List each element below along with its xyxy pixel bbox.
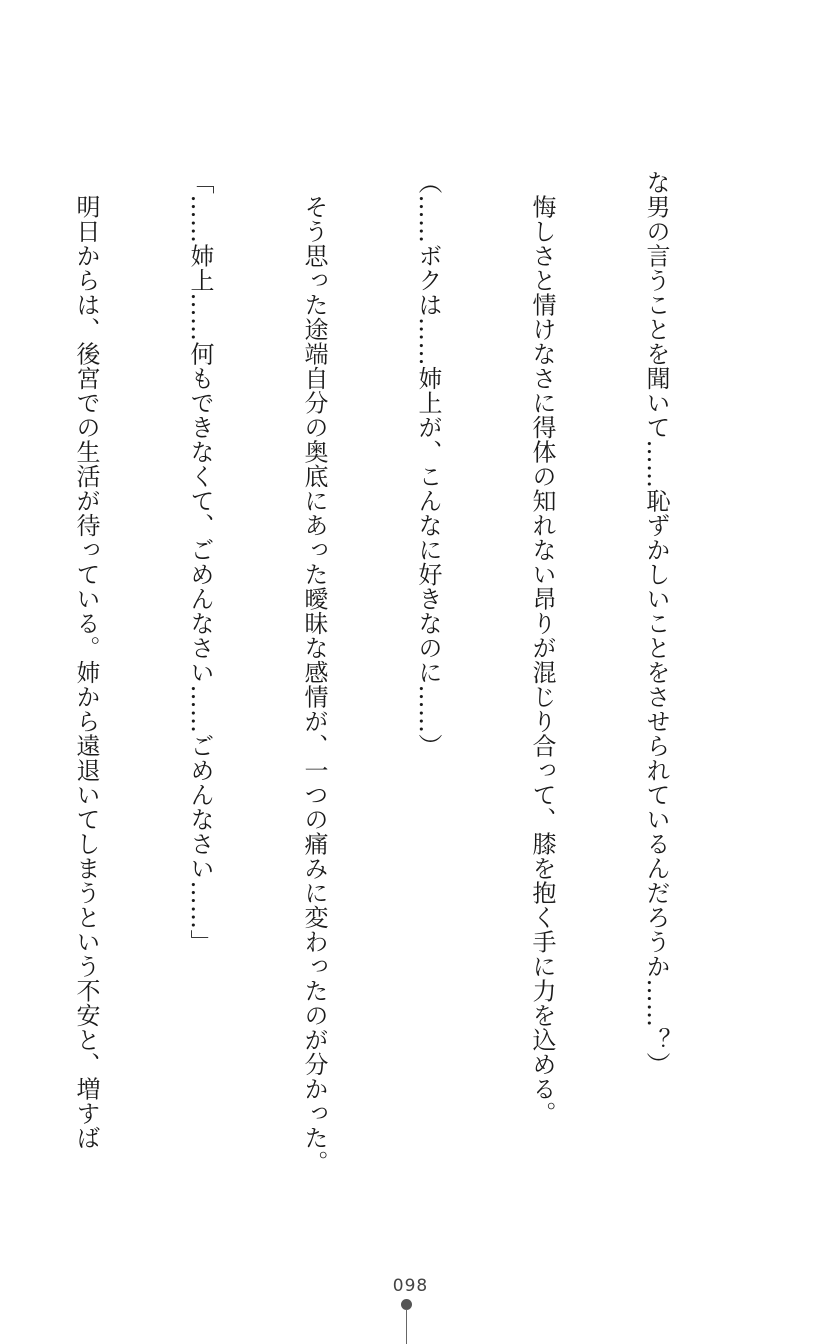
body-text [0,170,751,1175]
text-line: そう思った途端自分の奥底にあった曖昧な感情が、一つの痛みに変わったのが分かった。 [300,170,328,1175]
page-number: 098 [392,1276,429,1296]
text-line: （……ボクは……姉上が、こんなに好きなのに……） [414,170,442,758]
text-line: 悔しさと情けなさに得体の知れない昂りが混じり合って、膝を抱く手に力を込める。 [528,170,556,1126]
text-line: 「……姉上……何もできなくて、ごめんなさい……ごめんなさい……」 [186,170,214,954]
text-line: 明日からは、後宮での生活が待っている。姉から遠退いてしまうという不安と、増すば [72,170,100,1150]
page-marker-line [406,1309,407,1344]
text-line: な男の言うことを聞いて……恥ずかしいことをさせられているんだろうか……？） [642,170,670,1077]
